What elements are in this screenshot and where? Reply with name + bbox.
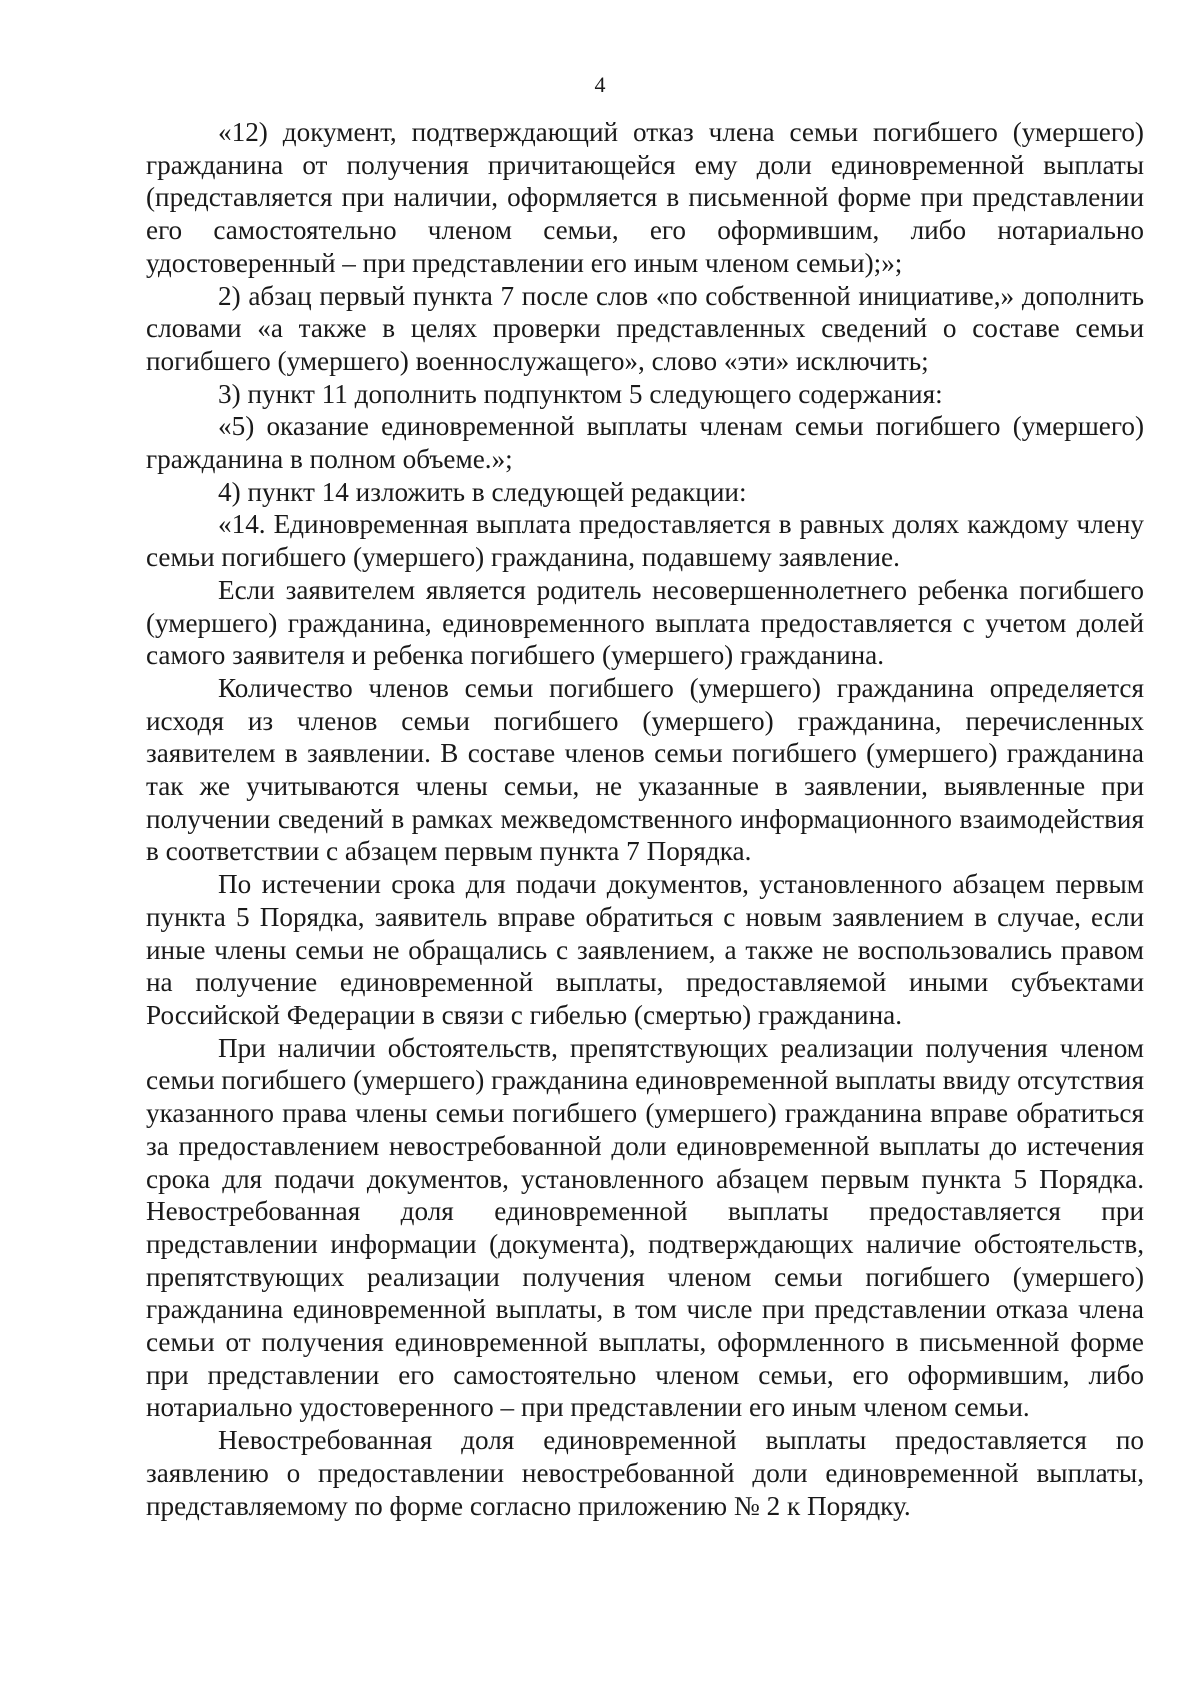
paragraph-unclaimed-application: Невостребованная доля единовременной выплаты предоставляется по заявлению о предоставлении невостребованной доли единовременной выплаты, представляемому по форме согласно приложению № 2 к Порядку. bbox=[146, 1425, 1144, 1521]
paragraph-unclaimed-share: При наличии обстоятельств, препятствующих реализации получения членом семьи погибшего (умершего) гражданина единовременной выплаты ввиду отсутствия указанного права члены семьи погибшего (умершего) гражданина вправе обратиться за предоставлением невостребованной доли единовременной выплаты до истечения срока для подачи документов, установленного абзацем первым пункта 5 Порядка. Невостребованная доля единовременной выплаты предоставляется при представлении информации (документа), подтверждающих наличие обстоятельств, препятствующих реализации получения членом семьи погибшего (умершего) гражданина единовременной выплаты, в том числе при представлении отказа члена семьи от получения единовременной выплаты, оформленного в письменной форме при представлении его самостоятельно членом семьи, его оформившим, либо нотариально удостоверенного – при представлении его иным членом семьи. bbox=[146, 1032, 1144, 1423]
paragraph-subitem-5: «5) оказание единовременной выплаты членам семьи погибшего (умершего) гражданина в полном объеме.»; bbox=[146, 411, 1144, 475]
page-number: 4 bbox=[594, 72, 606, 97]
paragraph-parent-applicant: Если заявителем является родитель несовершеннолетнего ребенка погибшего (умершего) гражданина, единовременного выплата предоставляется с учетом долей самого заявителя и ребенка погибшего (умершего) гражданина. bbox=[146, 574, 1144, 671]
paragraph-point-14: «14. Единовременная выплата предоставляется в равных долях каждому члену семьи погибшего (умершего) гражданина, подавшему заявление. bbox=[146, 509, 1144, 573]
paragraph-amendment-2: 2) абзац первый пункта 7 после слов «по собственной инициативе,» дополнить словами «а также в целях проверки представленных сведений о составе семьи погибшего (умершего) военнослужащего», слово «эти» исключить; bbox=[146, 280, 1144, 376]
document-body bbox=[146, 116, 1144, 1522]
paragraph-amendment-4: 4) пункт 14 изложить в следующей редакции: bbox=[218, 476, 747, 507]
paragraph-family-count: Количество членов семьи погибшего (умершего) гражданина определяется исходя из членов семьи погибшего (умершего) гражданина, перечисленных заявителем в заявлении. В составе членов семьи погибшего (умершего) гражданина так же учитываются члены семьи, не указанные в заявлении, выявленные при получении сведений в рамках межведомственного информационного взаимодействия в соответствии с абзацем первым пункта 7 Порядка. bbox=[146, 672, 1144, 867]
paragraph-new-application: По истечении срока для подачи документов, установленного абзацем первым пункта 5 Порядка, заявитель вправе обратиться с новым заявлением в случае, если иные члены семьи не обращались с заявлением, а также не воспользовались правом на получение единовременной выплаты, предоставляемой иными субъектами Российской Федерации в связи с гибелью (смертью) гражданина. bbox=[146, 869, 1144, 1030]
paragraph-amendment-3: 3) пункт 11 дополнить подпунктом 5 следующего содержания: bbox=[218, 378, 943, 409]
paragraph-item-12: «12) документ, подтверждающий отказ члена семьи погибшего (умершего) гражданина от получения причитающейся ему доли единовременной выплаты (представляется при наличии, оформляется в письменной форме при представлении его самостоятельно членом семьи, его оформившим, либо нотариально удостоверенный – при представлении его иным членом семьи);»; bbox=[146, 117, 1144, 278]
